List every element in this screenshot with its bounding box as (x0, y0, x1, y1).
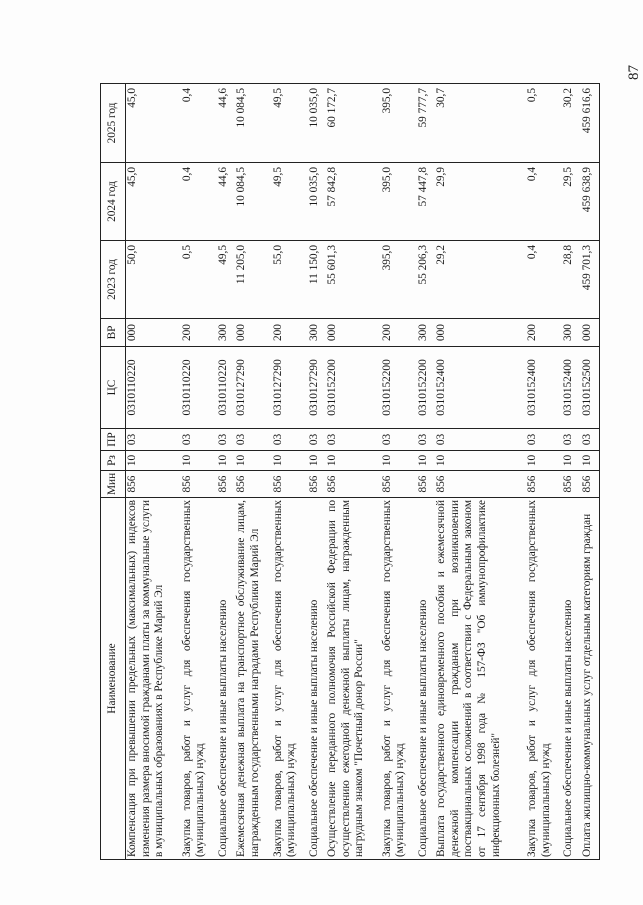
row-vr: 000 (435, 319, 526, 347)
row-value-2025: 30,2 (562, 84, 580, 163)
table-row (526, 84, 562, 860)
header-name: Наименование (101, 498, 126, 860)
row-value-2024: 395,0 (381, 163, 417, 241)
row-min: 856 (126, 471, 181, 498)
row-vr: 000 (235, 319, 271, 347)
row-pr: 03 (381, 429, 417, 451)
row-name: Ежемесячная денежная выплата на транспортное обслуживание лицам, награжденным государственными наградами Республики Марий Эл (235, 498, 271, 860)
row-cs: 0310110220 (181, 347, 217, 429)
row-value-2024: 49,5 (272, 163, 308, 241)
row-vr: 000 (126, 319, 181, 347)
row-value-2023: 55 206,3 (417, 241, 435, 319)
row-rz: 10 (272, 451, 308, 471)
row-cs: 0310127290 (308, 347, 326, 429)
row-cs: 0310127290 (235, 347, 271, 429)
row-value-2025: 10 035,0 (308, 84, 326, 163)
table-row (272, 84, 308, 860)
row-rz: 10 (235, 451, 271, 471)
row-value-2023: 11 150,0 (308, 241, 326, 319)
page-number: 87 (626, 65, 642, 80)
table-row (417, 84, 435, 860)
row-cs: 0310152200 (326, 347, 381, 429)
row-vr: 200 (272, 319, 308, 347)
row-value-2024: 57 842,8 (326, 163, 381, 241)
row-pr: 03 (326, 429, 381, 451)
table-row (126, 84, 181, 860)
row-pr: 03 (417, 429, 435, 451)
table-row (217, 84, 235, 860)
table-row (562, 84, 580, 860)
row-value-2024: 0,4 (526, 163, 562, 241)
row-value-2025: 49,5 (272, 84, 308, 163)
row-value-2025: 459 616,6 (581, 84, 599, 163)
table-row (181, 84, 217, 860)
row-value-2025: 0,5 (526, 84, 562, 163)
row-pr: 03 (235, 429, 271, 451)
table-header-row (101, 84, 126, 860)
row-cs: 0310152500 (581, 347, 599, 429)
row-name: Закупка товаров, работ и услуг для обеспечения государственных (муниципальных) нужд (381, 498, 417, 860)
row-vr: 300 (217, 319, 235, 347)
table-row (581, 84, 599, 860)
row-vr: 000 (326, 319, 381, 347)
filler-cell (599, 429, 600, 451)
row-value-2024: 29,5 (562, 163, 580, 241)
row-value-2024: 29,9 (435, 163, 526, 241)
row-value-2025: 0,4 (181, 84, 217, 163)
row-value-2025: 30,7 (435, 84, 526, 163)
row-pr: 03 (435, 429, 526, 451)
row-min: 856 (562, 471, 580, 498)
row-name: Социальное обеспечение и иные выплаты населению (562, 498, 580, 860)
row-pr: 03 (308, 429, 326, 451)
row-vr: 000 (581, 319, 599, 347)
filler-cell (599, 241, 600, 319)
row-name: Компенсация при превышении предельных (максимальных) индексов изменения размера вносимой гражданами платы за коммунальные услуги в муниципальных образованиях в Республике Марий Эл (126, 498, 181, 860)
row-cs: 0310110220 (217, 347, 235, 429)
row-value-2025: 45,0 (126, 84, 181, 163)
row-value-2024: 10 035,0 (308, 163, 326, 241)
row-value-2024: 57 447,8 (417, 163, 435, 241)
row-pr: 03 (581, 429, 599, 451)
row-rz: 10 (581, 451, 599, 471)
row-value-2023: 395,0 (381, 241, 417, 319)
row-min: 856 (217, 471, 235, 498)
row-min: 856 (272, 471, 308, 498)
row-value-2023: 28,8 (562, 241, 580, 319)
filler-cell (599, 319, 600, 347)
row-rz: 10 (308, 451, 326, 471)
row-vr: 300 (308, 319, 326, 347)
row-rz: 10 (181, 451, 217, 471)
row-min: 856 (381, 471, 417, 498)
table-filler-row (599, 84, 600, 860)
row-name: Закупка товаров, работ и услуг для обеспечения государственных (муниципальных) нужд (272, 498, 308, 860)
row-value-2024: 45,0 (126, 163, 181, 241)
header-pr: ПР (101, 429, 126, 451)
row-rz: 10 (326, 451, 381, 471)
row-value-2025: 10 084,5 (235, 84, 271, 163)
row-name: Выплата государственного единовременного пособия и ежемесячной денежной компенсации гражданам при возникновении поствакцинальных осложнений в соответствии с Федеральным законом от 17 сентября 1998 года № 157-ФЗ "Об иммунопрофилактике инфекционных болезней" (435, 498, 526, 860)
row-value-2024: 0,4 (181, 163, 217, 241)
header-cs: ЦС (101, 347, 126, 429)
header-2025: 2025 год (101, 84, 126, 163)
row-pr: 03 (217, 429, 235, 451)
row-value-2025: 59 777,7 (417, 84, 435, 163)
row-cs: 0310127290 (272, 347, 308, 429)
row-rz: 10 (126, 451, 181, 471)
budget-table-container (100, 84, 600, 860)
row-vr: 200 (381, 319, 417, 347)
row-rz: 10 (217, 451, 235, 471)
table-row (308, 84, 326, 860)
header-min: Мин (101, 471, 126, 498)
row-min: 856 (181, 471, 217, 498)
row-value-2023: 55 601,3 (326, 241, 381, 319)
row-pr: 03 (562, 429, 580, 451)
row-cs: 0310152400 (562, 347, 580, 429)
row-rz: 10 (417, 451, 435, 471)
row-name: Социальное обеспечение и иные выплаты населению (417, 498, 435, 860)
row-cs: 0310152200 (381, 347, 417, 429)
row-value-2023: 49,5 (217, 241, 235, 319)
header-vr: ВР (101, 319, 126, 347)
row-value-2025: 60 172,7 (326, 84, 381, 163)
filler-cell (599, 451, 600, 471)
filler-cell (599, 84, 600, 163)
row-value-2023: 50,0 (126, 241, 181, 319)
row-name: Осуществление переданного полномочия Российской Федерации по осуществлению ежегодной денежной выплаты лицам, награжденным нагрудным знаком "Почетный донор России" (326, 498, 381, 860)
row-pr: 03 (526, 429, 562, 451)
row-name: Социальное обеспечение и иные выплаты населению (308, 498, 326, 860)
table-row (326, 84, 381, 860)
row-name: Оплата жилищно-коммунальных услуг отдельным категориям граждан (581, 498, 599, 860)
row-rz: 10 (562, 451, 580, 471)
header-rz: Рз (101, 451, 126, 471)
row-value-2023: 459 701,3 (581, 241, 599, 319)
row-vr: 300 (562, 319, 580, 347)
row-pr: 03 (272, 429, 308, 451)
row-rz: 10 (381, 451, 417, 471)
row-vr: 200 (526, 319, 562, 347)
table-row (435, 84, 526, 860)
filler-cell (599, 471, 600, 498)
row-name: Закупка товаров, работ и услуг для обеспечения государственных (муниципальных) нужд (181, 498, 217, 860)
header-2023: 2023 год (101, 241, 126, 319)
row-cs: 0310152400 (435, 347, 526, 429)
row-min: 856 (326, 471, 381, 498)
row-value-2024: 459 638,9 (581, 163, 599, 241)
row-rz: 10 (526, 451, 562, 471)
row-min: 856 (526, 471, 562, 498)
row-name: Социальное обеспечение и иные выплаты населению (217, 498, 235, 860)
row-cs: 0310152200 (417, 347, 435, 429)
row-value-2025: 44,6 (217, 84, 235, 163)
row-name: Закупка товаров, работ и услуг для обеспечения государственных (муниципальных) нужд (526, 498, 562, 860)
filler-cell (599, 498, 600, 860)
row-vr: 300 (417, 319, 435, 347)
row-min: 856 (435, 471, 526, 498)
row-min: 856 (581, 471, 599, 498)
row-value-2023: 29,2 (435, 241, 526, 319)
row-rz: 10 (435, 451, 526, 471)
row-min: 856 (417, 471, 435, 498)
row-cs: 0310152400 (526, 347, 562, 429)
row-value-2023: 11 205,0 (235, 241, 271, 319)
row-vr: 200 (181, 319, 217, 347)
filler-cell (599, 163, 600, 241)
row-value-2023: 55,0 (272, 241, 308, 319)
row-value-2023: 0,4 (526, 241, 562, 319)
row-value-2023: 0,5 (181, 241, 217, 319)
row-value-2025: 395,0 (381, 84, 417, 163)
row-cs: 0310110220 (126, 347, 181, 429)
row-pr: 03 (181, 429, 217, 451)
filler-cell (599, 347, 600, 429)
row-value-2024: 44,6 (217, 163, 235, 241)
budget-table (100, 83, 600, 860)
header-2024: 2024 год (101, 163, 126, 241)
row-value-2024: 10 084,5 (235, 163, 271, 241)
table-row (235, 84, 271, 860)
row-min: 856 (235, 471, 271, 498)
row-min: 856 (308, 471, 326, 498)
table-row (381, 84, 417, 860)
row-pr: 03 (126, 429, 181, 451)
